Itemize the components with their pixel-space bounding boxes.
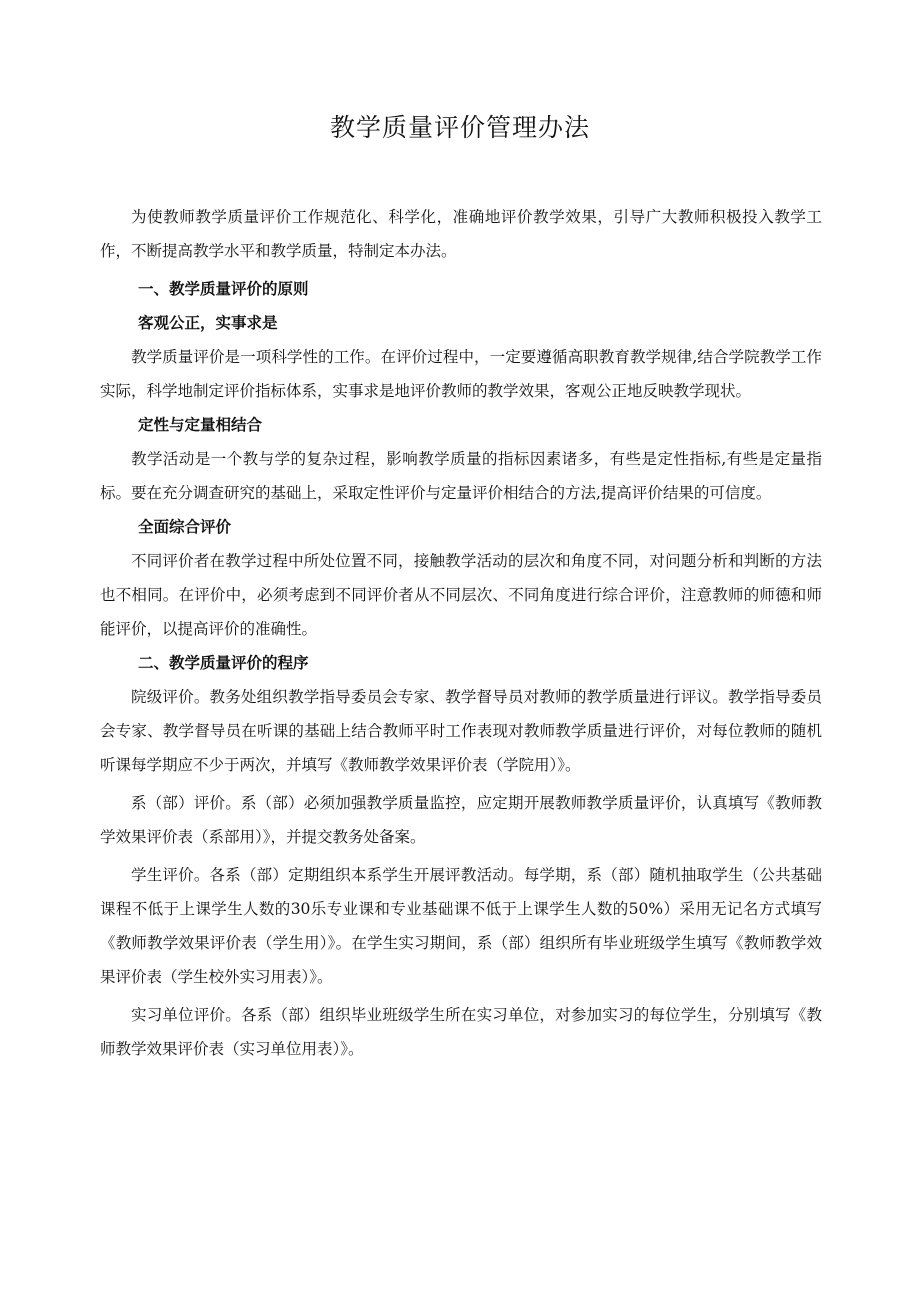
paragraph-qualitative-quantitative: 教学活动是一个教与学的复杂过程，影响教学质量的指标因素诸多，有些是定性指标,有些是定量指标。要在充分调查研究的基础上，采取定性评价与定量评价相结合的方法,提高评价结果的可信度。 bbox=[100, 450, 822, 502]
paragraph-comprehensive: 不同评价者在教学过程中所处位置不同，接触教学活动的层次和角度不同，对问题分析和判断的方法也不相同。在评价中，必须考虑到不同评价者从不同层次、不同角度进行综合评价，注意教师的师德和师能评价，以提高评价的准确性。 bbox=[100, 552, 822, 638]
document-body bbox=[100, 200, 822, 1066]
subheading-objective: 客观公正，实事求是 bbox=[138, 313, 278, 332]
document-title: 教学质量评价管理办法 bbox=[329, 113, 590, 142]
paragraph-student-evaluation: 学生评价。各系（部）定期组织本系学生开展评教活动。每学期，系（部）随机抽取学生（公共基础课程不低于上课学生人数的30乐专业课和专业基础课不低于上课学生人数的50%）采用无记名方式填写《教师教学效果评价表（学生用）》。在学生实习期间，系（部）组织所有毕业班级学生填写《教师教学效果评价表（学生校外实习用表）》。 bbox=[100, 866, 822, 986]
paragraph-college-evaluation: 院级评价。教务处组织教学指导委员会专家、教学督导员对教师的教学质量进行评议。教学指导委员会专家、教学督导员在听课的基础上结合教师平时工作表现对教师教学质量进行评价，对每位教师的随机听课每学期应不少于两次，并填写《教师教学效果评价表（学院用）》。 bbox=[100, 688, 822, 774]
subheading-comprehensive: 全面综合评价 bbox=[138, 517, 232, 536]
section-heading-procedure: 二、教学质量评价的程序 bbox=[138, 653, 309, 672]
paragraph-internship-evaluation: 实习单位评价。各系（部）组织毕业班级学生所在实习单位，对参加实习的每位学生，分别填写《教师教学效果评价表（实习单位用表）》。 bbox=[100, 1006, 822, 1058]
paragraph-department-evaluation: 系（部）评价。系（部）必须加强教学质量监控，应定期开展教师教学质量评价，认真填写《教师教学效果评价表（系部用）》，并提交教务处备案。 bbox=[100, 794, 822, 846]
subheading-qualitative-quantitative: 定性与定量相结合 bbox=[138, 415, 263, 434]
intro-paragraph: 为使教师教学质量评价工作规范化、科学化，准确地评价教学效果，引导广大教师积极投入教学工作，不断提高教学水平和教学质量，特制定本办法。 bbox=[100, 208, 822, 260]
paragraph-objective: 教学质量评价是一项科学性的工作。在评价过程中，一定要遵循高职教育教学规律,结合学院教学工作实际，科学地制定评价指标体系，实事求是地评价教师的教学效果，客观公正地反映教学现状。 bbox=[100, 348, 822, 400]
section-heading-principles: 一、教学质量评价的原则 bbox=[138, 279, 309, 298]
